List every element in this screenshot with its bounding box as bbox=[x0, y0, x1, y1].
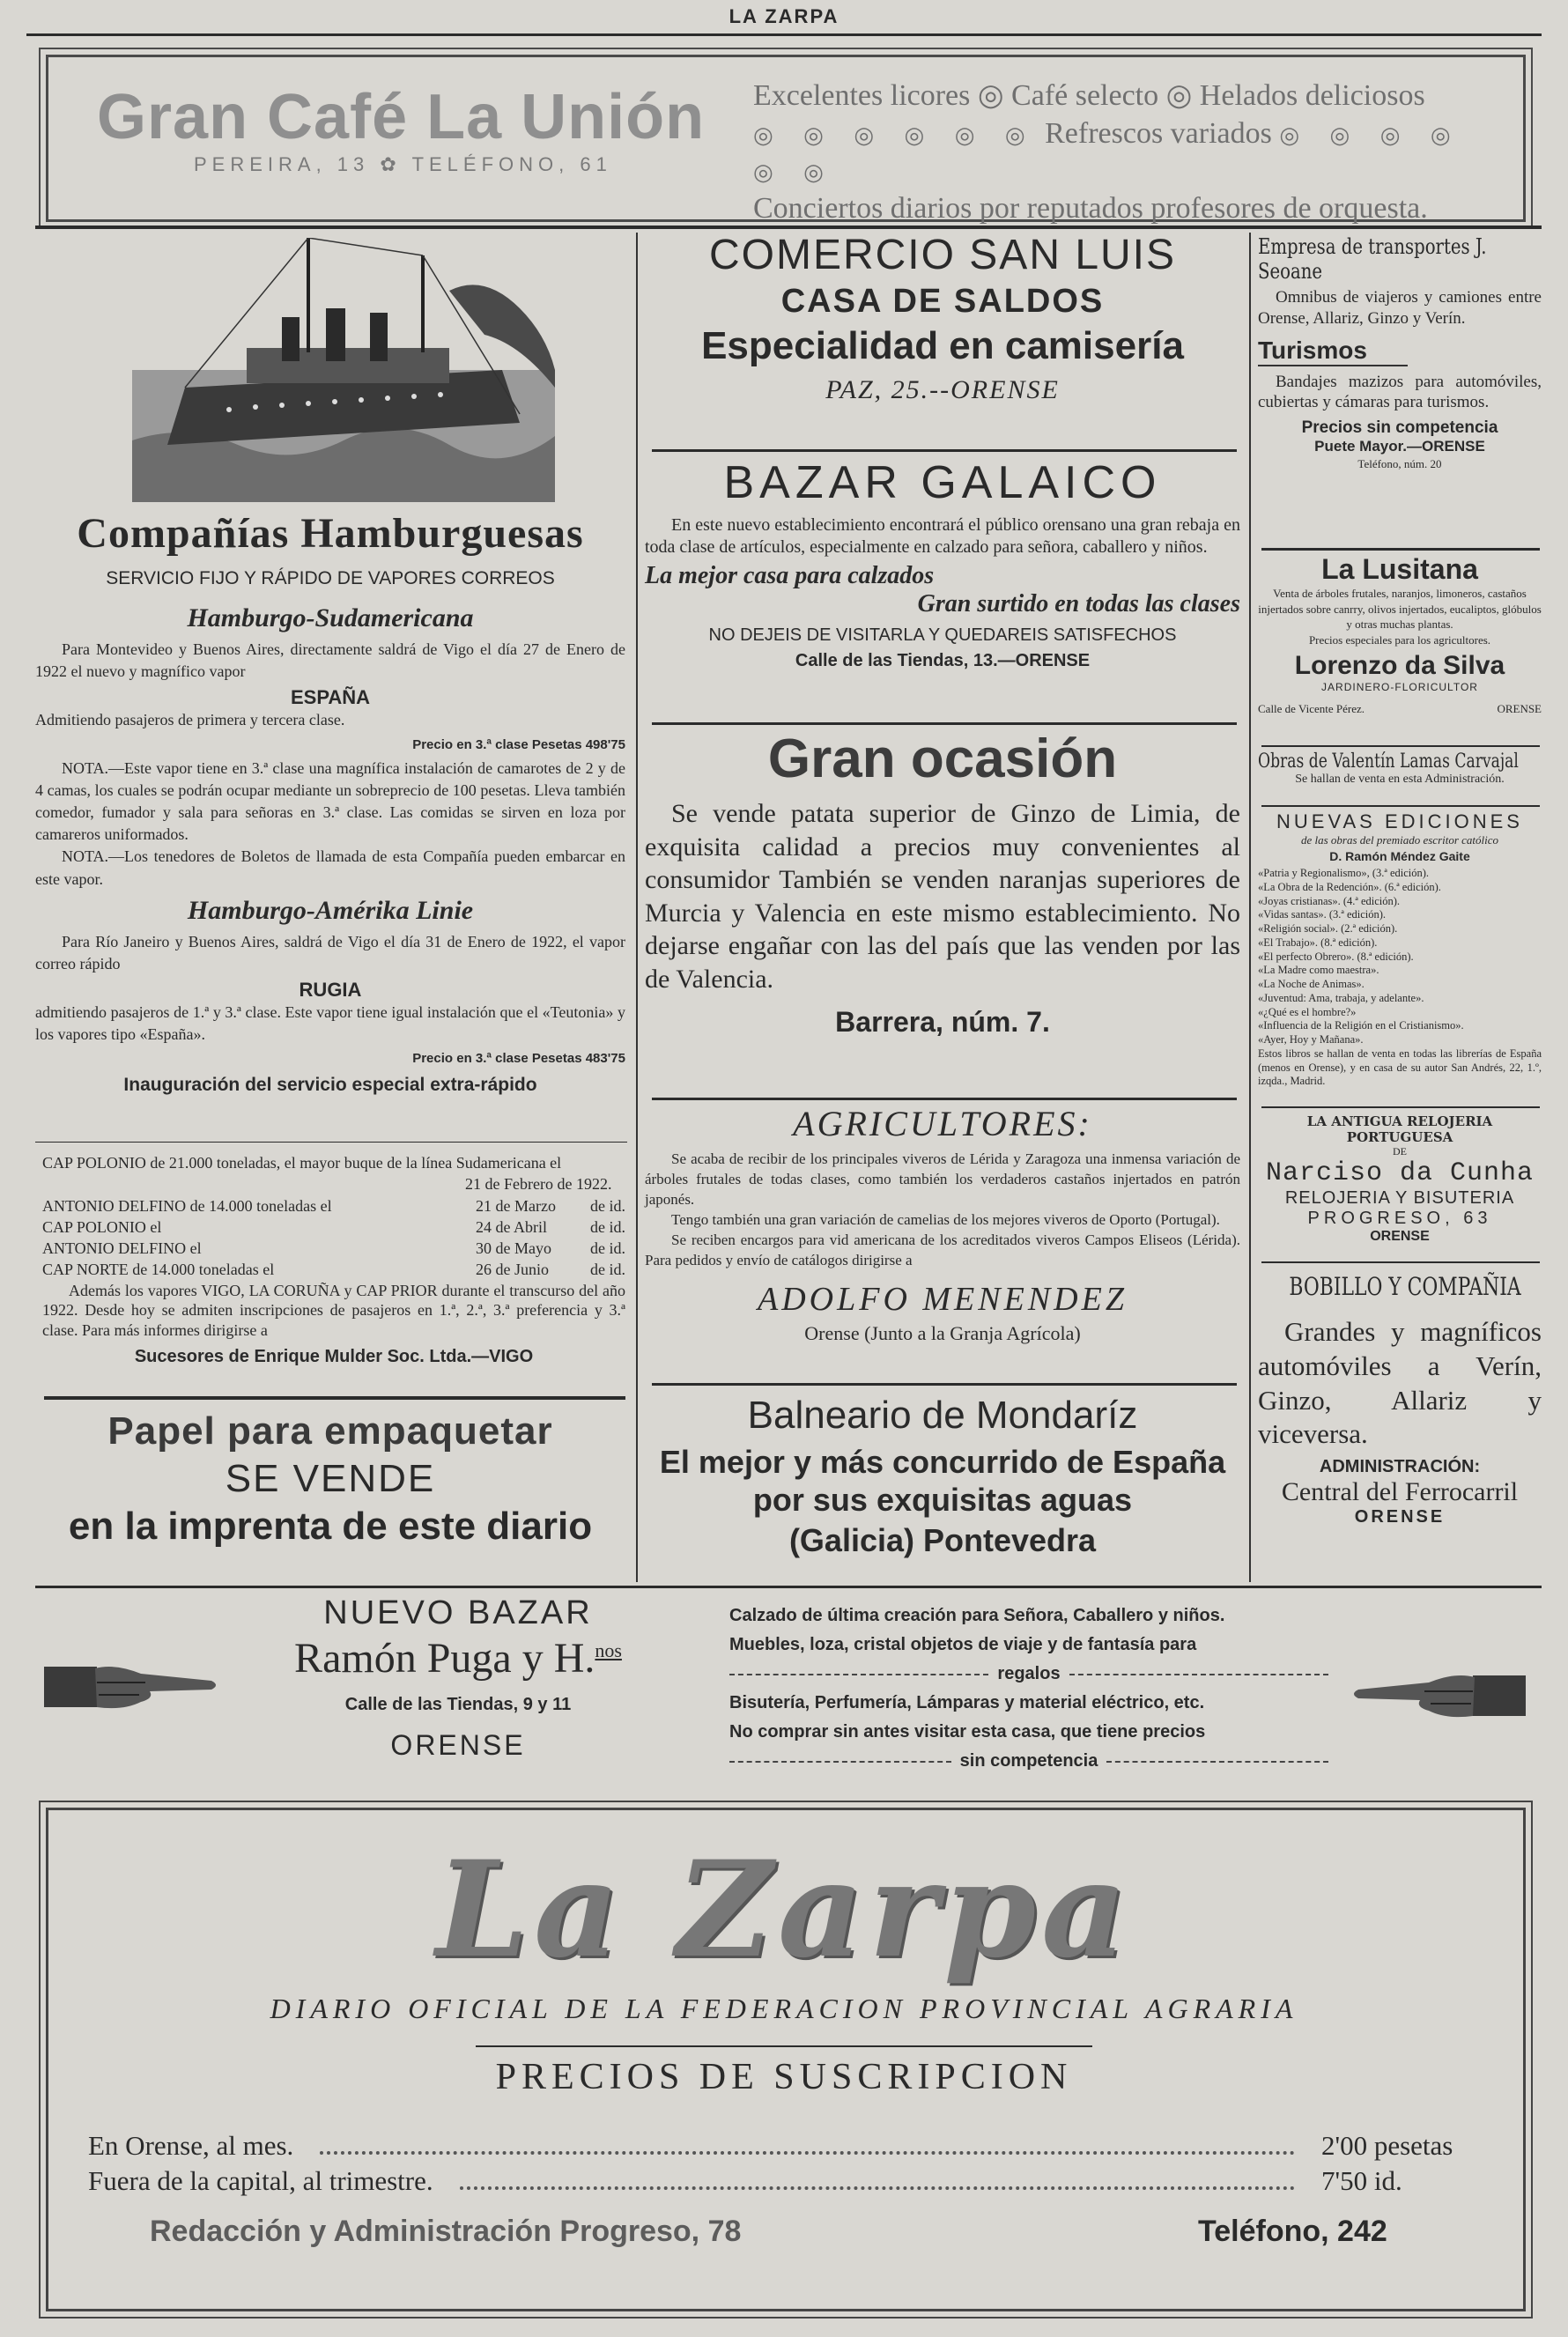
column-rule-left bbox=[636, 233, 638, 1582]
ornament-icon: ✿ bbox=[380, 153, 412, 175]
price-row-2-label: Fuera de la capital, al trimestre. bbox=[88, 2165, 433, 2196]
schedule-rows bbox=[42, 1195, 625, 1281]
book-item: «El perfecto Obrero». (8.ª edición). bbox=[1258, 950, 1414, 963]
nuevas-title: NUEVAS EDICIONES bbox=[1276, 810, 1523, 832]
schedule-row bbox=[42, 1195, 625, 1217]
agricultores-ad bbox=[645, 1103, 1240, 1345]
bobillo-text: Grandes y magníficos automóviles a Verín, Ginzo, Allariz y viceversa. bbox=[1258, 1316, 1542, 1450]
papel-ad bbox=[26, 1409, 634, 1549]
price2: Precio en 3.ª clase Pesetas 483'75 bbox=[412, 1051, 625, 1067]
redaccion: Redacción y Administración Progreso, 78 bbox=[150, 2215, 742, 2248]
price1: Precio en 3.ª clase Pesetas 498'75 bbox=[412, 736, 625, 752]
price-row-1-label: En Orense, al mes. bbox=[88, 2130, 294, 2161]
cafe-desc-line1: Excelentes licores ◎ Café selecto ◎ Helados deliciosos bbox=[753, 79, 1425, 112]
price-row-2-value: 7'50 id. bbox=[1321, 2165, 1402, 2196]
comercio-sub: CASA DE SALDOS bbox=[780, 283, 1105, 320]
bobillo-title: BOBILLO Y COMPAÑIA bbox=[1289, 1272, 1521, 1301]
schedule-ref: de id. bbox=[590, 1261, 625, 1279]
schedule-date: 21 de Marzo bbox=[476, 1196, 556, 1215]
lamas-top-rule bbox=[1261, 745, 1540, 747]
note1: NOTA.—Este vapor tiene en 3.ª clase una magnífica instalación de camarotes de 2 y de 4 camas, los cuales se podrán ocupar mediante un sobreprecio de 100 pesetas. Lleva también comedor, fumador y sala para señoras en 3.ª clase. Las comidas se sirven en loza por camareros uniformados. bbox=[35, 758, 625, 844]
comercio-title: COMERCIO SAN LUIS bbox=[708, 232, 1177, 278]
bobillo-admin: ADMINISTRACIÓN: bbox=[1319, 1457, 1481, 1476]
nuevo-bazar-line4b-row bbox=[729, 1747, 1328, 1776]
bobillo-city: ORENSE bbox=[1354, 1507, 1446, 1527]
pointing-hand-right-icon bbox=[44, 1656, 220, 1718]
papel-line2: SE VENDE bbox=[225, 1457, 436, 1500]
pointing-hand-left-icon bbox=[1350, 1665, 1526, 1727]
schedule-ship: CAP POLONIO el bbox=[42, 1217, 162, 1236]
nuevas-tail: Estos libros se hallan de venta en todas las librerías de España (menos en Orense), y en casa de su autor San Andrés, 22, 1.º, izqda., Madrid. bbox=[1258, 1046, 1542, 1088]
ornament-row-icon: ◎ ◎ ◎ ◎ ◎ ◎ bbox=[753, 122, 1463, 185]
schedule-row bbox=[42, 1259, 625, 1280]
comercio-addr: PAZ, 25.--ORENSE bbox=[825, 375, 1060, 404]
papel-top-rule bbox=[44, 1396, 625, 1400]
schedule-ship: ANTONIO DELFINO de 14.000 toneladas el bbox=[42, 1196, 332, 1215]
lusitana-city: ORENSE bbox=[1497, 702, 1542, 716]
book-item: «La Noche de Animas». bbox=[1258, 978, 1365, 990]
relojeria-ad bbox=[1258, 1113, 1542, 1245]
bazar-galaico-ad bbox=[645, 456, 1240, 671]
lusitana-ad bbox=[1258, 553, 1542, 716]
comercio-spec: Especialidad en camisería bbox=[701, 324, 1184, 367]
ocasion-top-rule bbox=[652, 722, 1237, 725]
agricultores-p2: Tengo también una gran variación de camelias de los mejores viveros de Oporto (Portugal). bbox=[671, 1210, 1220, 1228]
mondariz-place: (Galicia) Pontevedra bbox=[788, 1522, 1097, 1559]
cafe-phone: TELÉFONO, 61 bbox=[411, 153, 612, 175]
column-rule-right bbox=[1249, 233, 1251, 1582]
book-item: «¿Qué es el hombre?» bbox=[1258, 1005, 1357, 1018]
book-item: «Religión social». (2.ª edición). bbox=[1258, 922, 1398, 935]
nuevo-bazar-owner bbox=[220, 1634, 696, 1682]
ocasion-ad bbox=[645, 728, 1240, 1039]
hamburg-body bbox=[35, 603, 625, 1096]
running-head: LA ZARPA bbox=[729, 5, 839, 27]
bazar-addr: Calle de las Tiendas, 13.—ORENSE bbox=[795, 651, 1091, 670]
book-item: «La Madre como maestra». bbox=[1258, 964, 1379, 977]
hamburg-subtitle: SERVICIO FIJO Y RÁPIDO DE VAPORES CORREOS bbox=[106, 568, 555, 588]
line2-text: Para Río Janeiro y Buenos Aires, saldrá de Vigo el día 31 de Enero de 1922, el vapor correo rápido bbox=[35, 932, 625, 973]
nuevo-bazar-line4: No comprar sin antes visitar esta casa, que tiene precios bbox=[729, 1722, 1206, 1742]
lusitana-name: Lorenzo da Silva bbox=[1294, 651, 1505, 681]
nuevo-bazar-title: NUEVO BAZAR bbox=[323, 1594, 593, 1631]
nuevas-author: D. Ramón Méndez Gaite bbox=[1329, 849, 1470, 863]
relojeria-city: ORENSE bbox=[1370, 1229, 1430, 1244]
cafe-address: PEREIRA, 13 bbox=[194, 153, 370, 175]
top-rule bbox=[26, 33, 1542, 36]
schedule-date: 24 de Abril bbox=[476, 1217, 547, 1236]
turismos-heading: Turismos bbox=[1258, 336, 1408, 366]
relojeria-addr: PROGRESO, 63 bbox=[1307, 1209, 1492, 1228]
nuevas-sub: de las obras del premiado escritor católico bbox=[1300, 833, 1499, 847]
relojeria-name: Narciso da Cunha bbox=[1265, 1158, 1535, 1188]
line1-title: Hamburgo-Sudamericana bbox=[187, 603, 474, 632]
schedule-date: 26 de Junio bbox=[476, 1261, 549, 1279]
nuevo-bazar-line2b-row bbox=[729, 1660, 1328, 1689]
telefono: Teléfono, 242 bbox=[1198, 2215, 1387, 2248]
price-row-1-value: 2'00 pesetas bbox=[1321, 2130, 1453, 2161]
seoane-tel: Teléfono, núm. 20 bbox=[1357, 457, 1442, 470]
schedule-intro: CAP POLONIO de 21.000 toneladas, el mayor buque de la línea Sudamericana el bbox=[42, 1154, 562, 1172]
agent-name: Sucesores de Enrique Mulder Soc. Ltda.—VIGO bbox=[134, 1347, 534, 1367]
schedule-ref: de id. bbox=[590, 1239, 625, 1258]
schedule-ref: de id. bbox=[590, 1217, 625, 1236]
book-item: «Ayer, Hoy y Mañana». bbox=[1258, 1033, 1364, 1046]
ship2-passengers: admitiendo pasajeros de 1.ª y 3.ª clase. Este vapor tiene igual instalación que el «Teutonia» y los vapores tipo «España». bbox=[35, 1003, 625, 1044]
schedule-row bbox=[42, 1238, 625, 1259]
book-item: «La Obra de la Redención». (6.ª edición). bbox=[1258, 880, 1441, 893]
lusitana-text: Venta de árboles frutales, naranjos, limoneros, castaños injertados sobre canrry, olivos injertados, eucaliptos, glóbulos y otras muchas plantas. bbox=[1258, 587, 1542, 632]
nuevas-top-rule bbox=[1261, 805, 1540, 807]
bobillo-addr: Central del Ferrocarril bbox=[1281, 1477, 1519, 1506]
seoane-bandajes: Bandajes mazizos para automóviles, cubiertas y cámaras para turismos. bbox=[1258, 372, 1542, 412]
nuevo-bazar-line3: Bisutería, Perfumería, Lámparas y material eléctrico, etc. bbox=[729, 1693, 1205, 1712]
cafe-description bbox=[753, 78, 1493, 227]
price-table bbox=[88, 2130, 1498, 2197]
seoane-text: Omnibus de viajeros y camiones entre Orense, Allariz, Ginzo y Verín. bbox=[1258, 288, 1542, 328]
papel-line3: en la imprenta de este diario bbox=[68, 1505, 593, 1548]
comercio-ad bbox=[643, 231, 1242, 405]
steamship-illustration bbox=[132, 238, 555, 502]
book-item: «Patria y Regionalismo», (3.ª edición). bbox=[1258, 867, 1430, 879]
agricultores-p3: Se reciben encargos para vid americana de los acreditados viveros Campos Eliseos (Lérida). Para pedidos y envío de catálogos dirigirse a bbox=[645, 1231, 1240, 1268]
nuevas-ediciones-ad bbox=[1258, 810, 1542, 1089]
nuevo-bazar-city: ORENSE bbox=[390, 1729, 526, 1761]
schedule-date: 30 de Mayo bbox=[476, 1239, 551, 1258]
nuevo-bazar-line1: Calzado de última creación para Señora, Caballero y niños. bbox=[729, 1606, 1225, 1625]
lusitana-precios: Precios especiales para los agricultores. bbox=[1308, 632, 1491, 647]
agricultores-p1: Se acaba de recibir de los principales viveros de Lérida y Zaragoza una inmensa variación de árboles frutales de todas clases, como también los verdaderos castaños injertados en patrón japonés. bbox=[645, 1150, 1240, 1208]
cafe-address-line bbox=[194, 153, 612, 176]
nuevo-bazar-sup: nos bbox=[595, 1639, 622, 1661]
line1-text: Para Montevideo y Buenos Aires, directamente saldrá de Vigo el día 27 de Enero de 1922 el nuevo y magnífico vapor bbox=[35, 640, 625, 681]
bazar-galaico-title: BAZAR GALAICO bbox=[723, 457, 1162, 508]
nuevo-bazar-title-block bbox=[220, 1594, 696, 1762]
book-list bbox=[1258, 867, 1542, 1047]
ship2-name: RUGIA bbox=[299, 979, 362, 1002]
ocasion-text: Se vende patata superior de Ginzo de Limia, de exquisita calidad a precios muy convenientes al consumidor También se venden naranjas superiores de Murcia y Valencia en este mismo establecimiento. No dejarse engañar con las del país que las venden por las de Valencia. bbox=[645, 799, 1240, 994]
relojeria-type: RELOJERIA Y BISUTERIA bbox=[1284, 1188, 1515, 1208]
line2-title: Hamburgo-Amérika Linie bbox=[187, 895, 474, 925]
precios-rule bbox=[476, 2045, 1092, 2047]
lusitana-role: JARDINERO-FLORICULTOR bbox=[1321, 681, 1478, 694]
mondariz-text: El mejor y más concurrido de España por sus exquisitas aguas bbox=[659, 1444, 1226, 1519]
mondariz-title: Balneario de Mondaríz bbox=[747, 1394, 1138, 1437]
nuevo-bazar-line2: Muebles, loza, cristal objetos de viaje y de fantasía para bbox=[729, 1635, 1197, 1654]
zarpa-subtitle: DIARIO OFICIAL DE LA FEDERACION PROVINCIAL AGRARIA bbox=[270, 1993, 1298, 2024]
cafe-desc-line3: Conciertos diarios por reputados profesores de orquesta. bbox=[753, 191, 1428, 225]
nuevo-bazar-line4b: sin competencia bbox=[959, 1751, 1098, 1771]
bazar-slogan1: La mejor casa para calzados bbox=[645, 562, 935, 589]
seoane-title: Empresa de transportes J. Seoane bbox=[1258, 234, 1487, 284]
book-item: «El Trabajo». (8.ª edición). bbox=[1258, 936, 1378, 949]
mondariz-top-rule bbox=[652, 1383, 1237, 1386]
precios-heading: PRECIOS DE SUSCRIPCION bbox=[495, 2057, 1073, 2097]
lamas-text: Se hallan de venta en esta Administración. bbox=[1295, 773, 1505, 786]
ship1-name: ESPAÑA bbox=[290, 686, 371, 709]
ocasion-addr: Barrera, núm. 7. bbox=[835, 1006, 1050, 1038]
dot-leader bbox=[320, 2151, 1295, 2155]
note2: NOTA.—Los tenedores de Boletos de llamada de esta Compañía pueden embarcar en este vapor. bbox=[35, 847, 625, 888]
agricultores-name: ADOLFO MENENDEZ bbox=[758, 1280, 1128, 1318]
lusitana-street: Calle de Vicente Pérez. bbox=[1258, 702, 1365, 716]
schedule-block bbox=[42, 1152, 625, 1369]
schedule-tail: Además los vapores VIGO, LA CORUÑA y CAP PRIOR durante el transcurso del año 1922. Desde hoy se admiten inscripciones de pasajeros en 1.ª, 2.ª, 3.ª preferencia y 3.ª clase. Para más informes dirigirse a bbox=[42, 1281, 625, 1339]
book-item: «Joyas cristianas». (4.ª edición). bbox=[1258, 894, 1401, 907]
book-item: «Juventud: Ama, trabaja, y adelante». bbox=[1258, 991, 1424, 1004]
price-row-1 bbox=[88, 2130, 1498, 2162]
lamas-ad bbox=[1258, 751, 1542, 787]
nuevo-bazar-addr: Calle de las Tiendas, 9 y 11 bbox=[344, 1695, 572, 1714]
book-item: «Influencia de la Religión en el Cristianismo». bbox=[1258, 1019, 1464, 1032]
nuevo-bazar-top-rule bbox=[35, 1586, 1542, 1588]
zarpa-logo: La Zarpa bbox=[435, 1832, 1133, 1987]
dot-leader bbox=[460, 2186, 1295, 2190]
cafe-title: Gran Café La Unión bbox=[97, 82, 706, 152]
schedule-top-rule bbox=[35, 1142, 627, 1143]
ocasion-title: Gran ocasión bbox=[767, 728, 1118, 789]
relojeria-title: LA ANTIGUA RELOJERIA PORTUGUESA bbox=[1306, 1113, 1493, 1145]
bazar-top-rule bbox=[652, 449, 1237, 452]
schedule-ship: CAP NORTE de 14.000 toneladas el bbox=[42, 1261, 275, 1279]
lamas-title: Obras de Valentín Lamas Carvajal bbox=[1258, 751, 1519, 773]
schedule-ship: ANTONIO DELFINO el bbox=[42, 1239, 202, 1258]
lusitana-top-rule bbox=[1261, 548, 1540, 551]
agricultores-title: AGRICULTORES: bbox=[793, 1104, 1092, 1143]
mondariz-ad bbox=[645, 1394, 1240, 1559]
bobillo-top-rule bbox=[1261, 1261, 1540, 1263]
bazar-slogan2: Gran surtido en todas las clases bbox=[917, 590, 1240, 618]
bazar-galaico-text: En este nuevo establecimiento encontrará el público orensano una gran rebaja en toda clase de artículos, especialmente en calzado para señora, caballero y niños. bbox=[645, 515, 1240, 557]
bobillo-ad bbox=[1258, 1272, 1542, 1527]
relojeria-top-rule bbox=[1261, 1106, 1540, 1108]
header-rule bbox=[35, 226, 1542, 229]
seoane-precios: Precios sin competencia bbox=[1301, 418, 1498, 437]
schedule-row bbox=[42, 1217, 625, 1238]
lusitana-title: La Lusitana bbox=[1321, 553, 1478, 585]
papel-line1: Papel para empaquetar bbox=[107, 1409, 553, 1453]
nuevo-bazar-name: Ramón Puga y H. bbox=[294, 1635, 595, 1682]
nuevo-bazar-line2b: regalos bbox=[997, 1664, 1061, 1683]
inauguration-heading: Inauguración del servicio especial extra-rápido bbox=[123, 1075, 537, 1096]
ship1-passengers: Admitiendo pasajeros de primera y tercera clase. bbox=[35, 711, 345, 729]
price-row-2 bbox=[88, 2165, 1498, 2197]
lusitana-address bbox=[1258, 702, 1542, 716]
seoane-addr: Puete Mayor.—ORENSE bbox=[1314, 438, 1485, 455]
cafe-refrescos: Refrescos variados bbox=[1045, 116, 1272, 150]
seoane-ad bbox=[1258, 234, 1542, 471]
relojeria-de: DE bbox=[1393, 1145, 1407, 1157]
hamburg-title: Compañías Hamburguesas bbox=[77, 510, 584, 557]
nuevo-bazar-list bbox=[729, 1601, 1328, 1776]
agricultores-addr: Orense (Junto a la Granja Agrícola) bbox=[804, 1321, 1081, 1344]
ornament-row-icon: ◎ ◎ ◎ ◎ ◎ ◎ bbox=[753, 122, 1038, 148]
schedule-intro-date: 21 de Febrero de 1922. bbox=[465, 1175, 612, 1194]
schedule-ref: de id. bbox=[590, 1196, 625, 1215]
agricultores-top-rule bbox=[652, 1098, 1237, 1100]
cafe-desc-line2 bbox=[753, 115, 1493, 190]
book-item: «Vidas santas». (3.ª edición). bbox=[1258, 908, 1387, 921]
bazar-visit: NO DEJEIS DE VISITARLA Y QUEDAREIS SATISFECHOS bbox=[708, 625, 1177, 645]
